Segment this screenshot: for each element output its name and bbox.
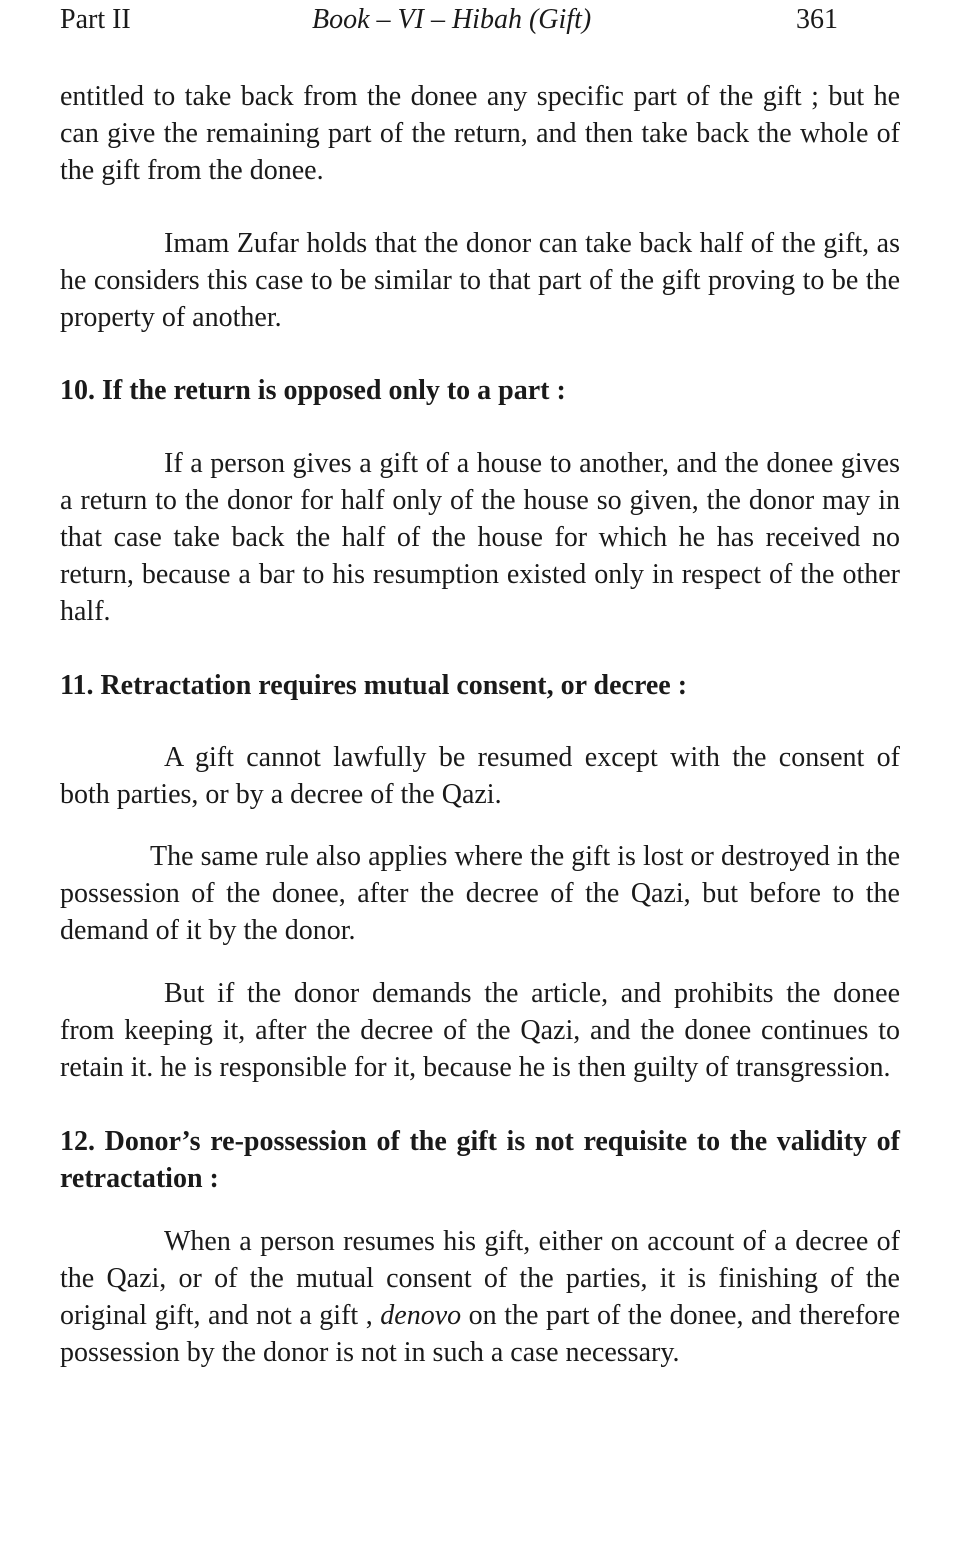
book-title: Book – VI – Hibah (Gift)	[312, 4, 592, 35]
paragraph-imam-zufar: Imam Zufar holds that the donor can take back half of the gift, as he considers this case to be similar to that part of the gift proving to be the property of another.	[60, 228, 900, 333]
section-heading-11: 11. Retractation requires mutual consent, or decree :	[60, 670, 688, 701]
paragraph-section-11-b: The same rule also applies where the gift is lost or destroyed in the possession of the donee, after the decree of the Qazi, but before to the demand of it by the donor.	[60, 841, 900, 946]
paragraph-section-12-start: When a person resumes his gift, either on account of a decree of the Qazi, or of the mutual consent of the parties, it is finishing of the original gift, and not a gift ,	[60, 1226, 900, 1331]
paragraph-continued: entitled to take back from the donee any specific part of the gift ; but he can give the remaining part of the return, and then take back the whole of the gift from the donee.	[60, 81, 900, 186]
running-header	[60, 0, 900, 46]
section-heading-10: 10. If the return is opposed only to a part :	[60, 375, 566, 406]
page-number: 361	[796, 4, 838, 35]
paragraph-section-11-c: But if the donor demands the article, and prohibits the donee from keeping it, after the decree of the Qazi, and the donee continues to retain it. he is responsible for it, because he is then guilty of transgression.	[60, 978, 900, 1083]
book-page	[60, 0, 900, 1371]
part-label: Part II	[60, 4, 131, 35]
denovo-term: denovo	[380, 1300, 462, 1331]
paragraph-section-12	[60, 1223, 900, 1371]
paragraph-section-12-end: on the part of the donee, and therefore possession by the donor is not in such a case necessary.	[60, 1300, 901, 1368]
paragraph-section-10: If a person gives a gift of a house to another, and the donee gives a return to the donor for half only of the house so given, the donor may in that case take back the half of the house for which he has received no return, because a bar to his resumption existed only in respect of the other half.	[60, 448, 900, 627]
paragraph-section-11-a: A gift cannot lawfully be resumed except with the consent of both parties, or by a decree of the Qazi.	[60, 742, 900, 810]
section-heading-12: 12. Donor’s re-possession of the gift is not requisite to the validity of retractation :	[60, 1126, 900, 1194]
